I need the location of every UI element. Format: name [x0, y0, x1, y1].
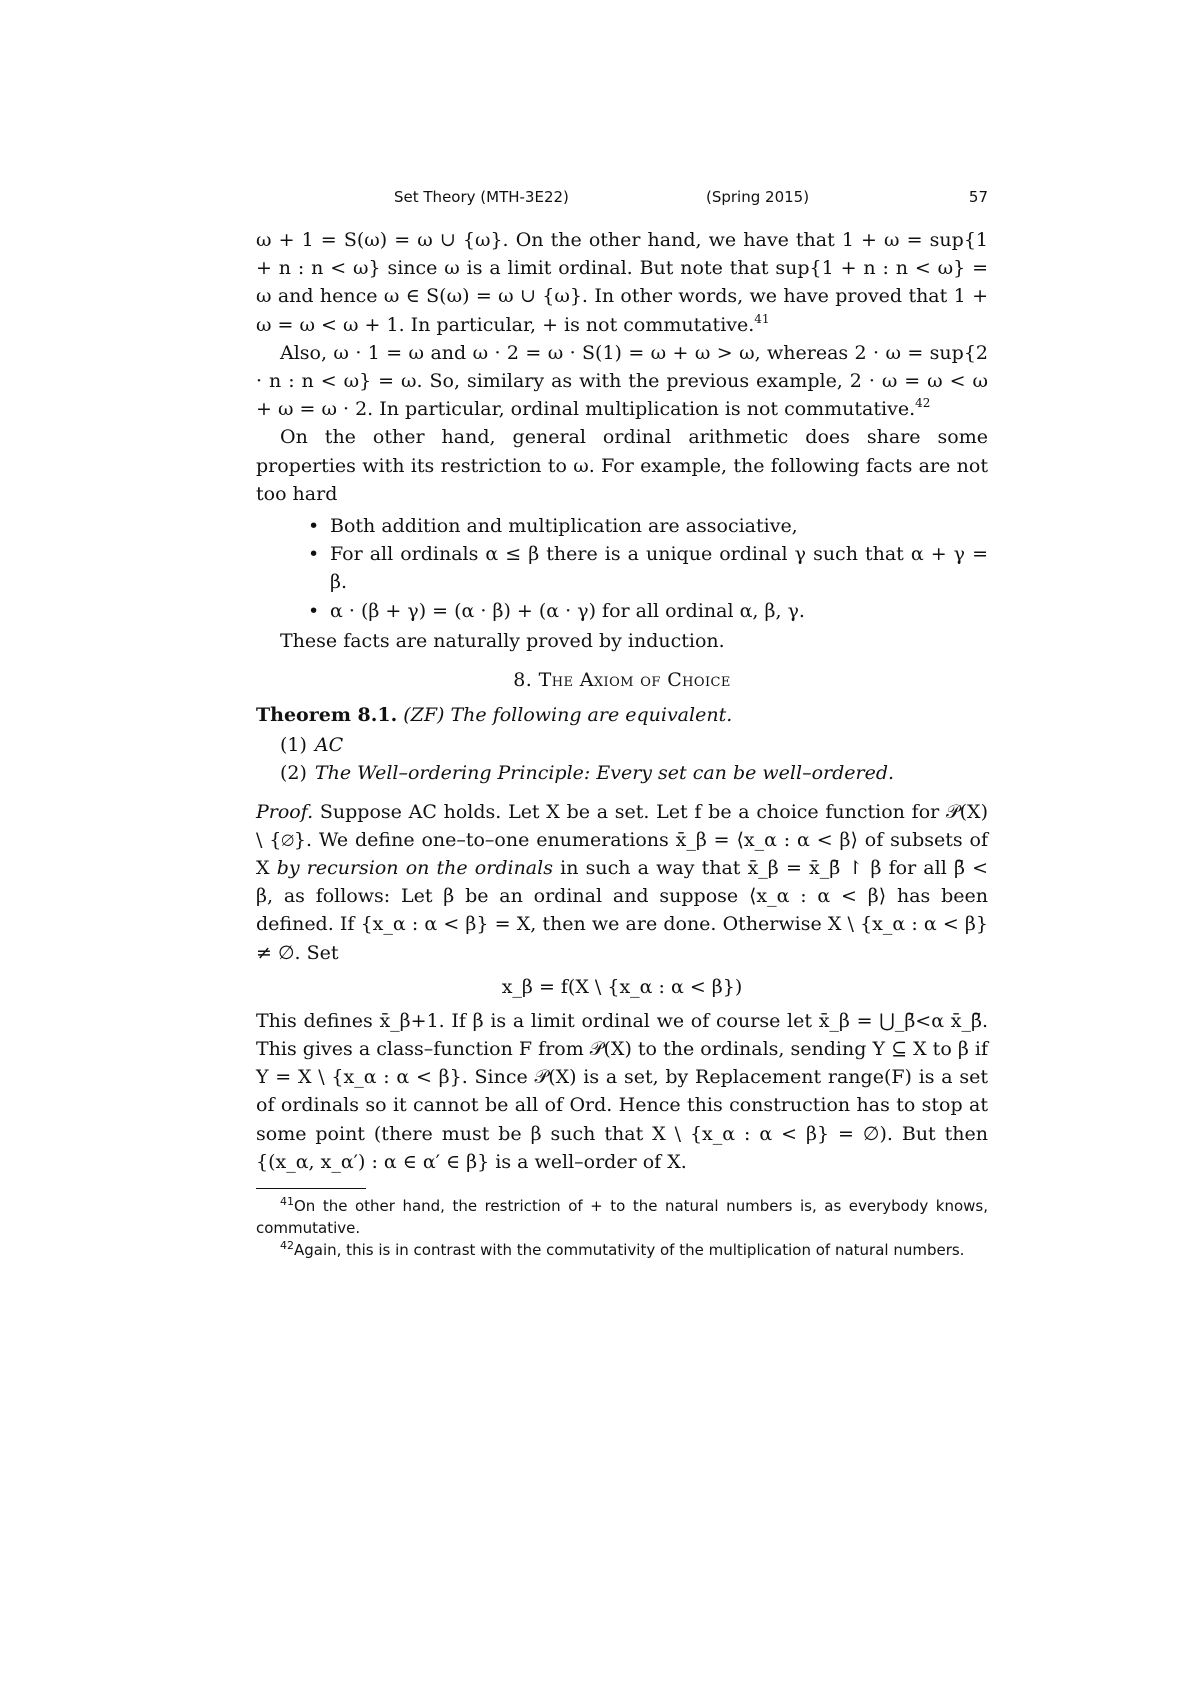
proof-paragraph [256, 798, 988, 967]
page-body [256, 226, 988, 1261]
list-item [256, 540, 988, 596]
fact-text: Both addition and multiplication are associative, [330, 515, 798, 538]
paragraph-text: ω + 1 = S(ω) = ω ∪ {ω}. On the other hand, we have that 1 + ω = sup{1 + n : n < ω} since ω is a limit ordinal. But note that sup{1 + n : n < ω} = ω and hence ω ∈ S(ω) = ω ∪ {ω}. In other words, we have proved that 1 + ω = ω < ω + 1. In particular, + is not commutative. [256, 229, 988, 336]
proof-emphasis: by recursion on the ordinals [276, 857, 553, 880]
section-number: 8. [513, 669, 533, 692]
section-title: The Axiom of Choice [538, 669, 731, 692]
item-text: AC [314, 734, 344, 757]
item-number: (2) [280, 762, 307, 785]
list-item [256, 512, 988, 540]
footnote-ref-41[interactable]: 41 [754, 311, 770, 326]
list-item [256, 759, 988, 787]
theorem-items [256, 731, 988, 787]
proof-text: in such a way that x̄_β = x̄_β̄ ↾ β for all β̄ < β, as follows: Let β be an ordinal and suppose ⟨x_α : α < β⟩ has been defined. If {x_α : α < β} = X, then we are done. Otherwise X \ {x_α : α < β} ≠ ∅. Set [256, 857, 989, 964]
theorem-text: (ZF) The following are equivalent. [403, 704, 733, 727]
page-number: 57 [968, 188, 988, 206]
fact-text: For all ordinals α ≤ β there is a unique ordinal γ such that α + γ = β. [330, 543, 988, 594]
theorem-statement [256, 701, 988, 729]
item-number: (1) [280, 734, 307, 757]
footnote-divider [256, 1188, 366, 1189]
section-heading [256, 669, 988, 691]
proof-label: Proof. [256, 800, 314, 823]
bullet-icon: • [308, 543, 320, 566]
list-item [256, 731, 988, 759]
proof-text: Suppose AC holds. Let X be a set. Let f be a choice function for 𝒫(X) \ {∅}. We define one–to–one enumerations x̄_β = ⟨x_α : α < β⟩ of subsets of X [256, 800, 988, 880]
footnote-41 [256, 1195, 988, 1239]
item-text: The Well–ordering Principle: Every set can be well–ordered. [314, 762, 895, 785]
footnote-mark: 42 [280, 1239, 294, 1253]
bullet-icon: • [308, 599, 320, 622]
paragraph-general-properties: On the other hand, general ordinal arithmetic does share some properties with its restriction to ω. For example, the following facts are not too hard [256, 426, 988, 505]
footnote-text: On the other hand, the restriction of + to the natural numbers is, as everybody knows, commutative. [256, 1197, 988, 1238]
footnote-text: Again, this is in contrast with the commutativity of the multiplication of natural numbers. [294, 1241, 965, 1260]
footnote-42 [256, 1239, 988, 1261]
fact-text: α · (β + γ) = (α · β) + (α · γ) for all ordinal α, β, γ. [330, 599, 805, 622]
header-term: (Spring 2015) [706, 188, 810, 206]
bullet-icon: • [308, 515, 320, 538]
theorem-label: Theorem 8.1. [256, 704, 398, 727]
proof-continuation: This defines x̄_β+1. If β is a limit ordinal we of course let x̄_β = ⋃_β̄<α x̄_β̄. This gives a class–function F from 𝒫(X) to the ordinals, sending Y ⊆ X to β if Y = X \ {x_α : α < β}. Since 𝒫(X) is a set, by Replacement range(F) is a set of ordinals so it cannot be all of Ord. Hence this construction has to stop at some point (there must be β such that X \ {x_α : α < β} = ∅). But then {(x_α, x_α′) : α ∈ α′ ∈ β} is a well–order of X. [256, 1009, 988, 1173]
running-header [256, 186, 988, 210]
paragraph-addition-noncommutative [256, 226, 988, 339]
display-equation: x_β = f(X \ {x_α : α < β}) [501, 975, 743, 998]
paragraph-multiplication-noncommutative [256, 339, 988, 424]
footnote-mark: 41 [280, 1195, 294, 1209]
facts-list [256, 512, 988, 625]
footnote-ref-42[interactable]: 42 [915, 396, 931, 411]
header-course-title: Set Theory (MTH-3E22) [394, 188, 569, 206]
paragraph-text: Also, ω · 1 = ω and ω · 2 = ω · S(1) = ω + ω > ω, whereas 2 · ω = sup{2 · n : n < ω} = ω. So, similary as with the previous example, 2 · ω = ω < ω + ω = ω · 2. In particular, ordinal multiplication is not commutative. [256, 341, 988, 421]
paragraph-induction: These facts are naturally proved by induction. [280, 629, 725, 652]
list-item [256, 597, 988, 625]
